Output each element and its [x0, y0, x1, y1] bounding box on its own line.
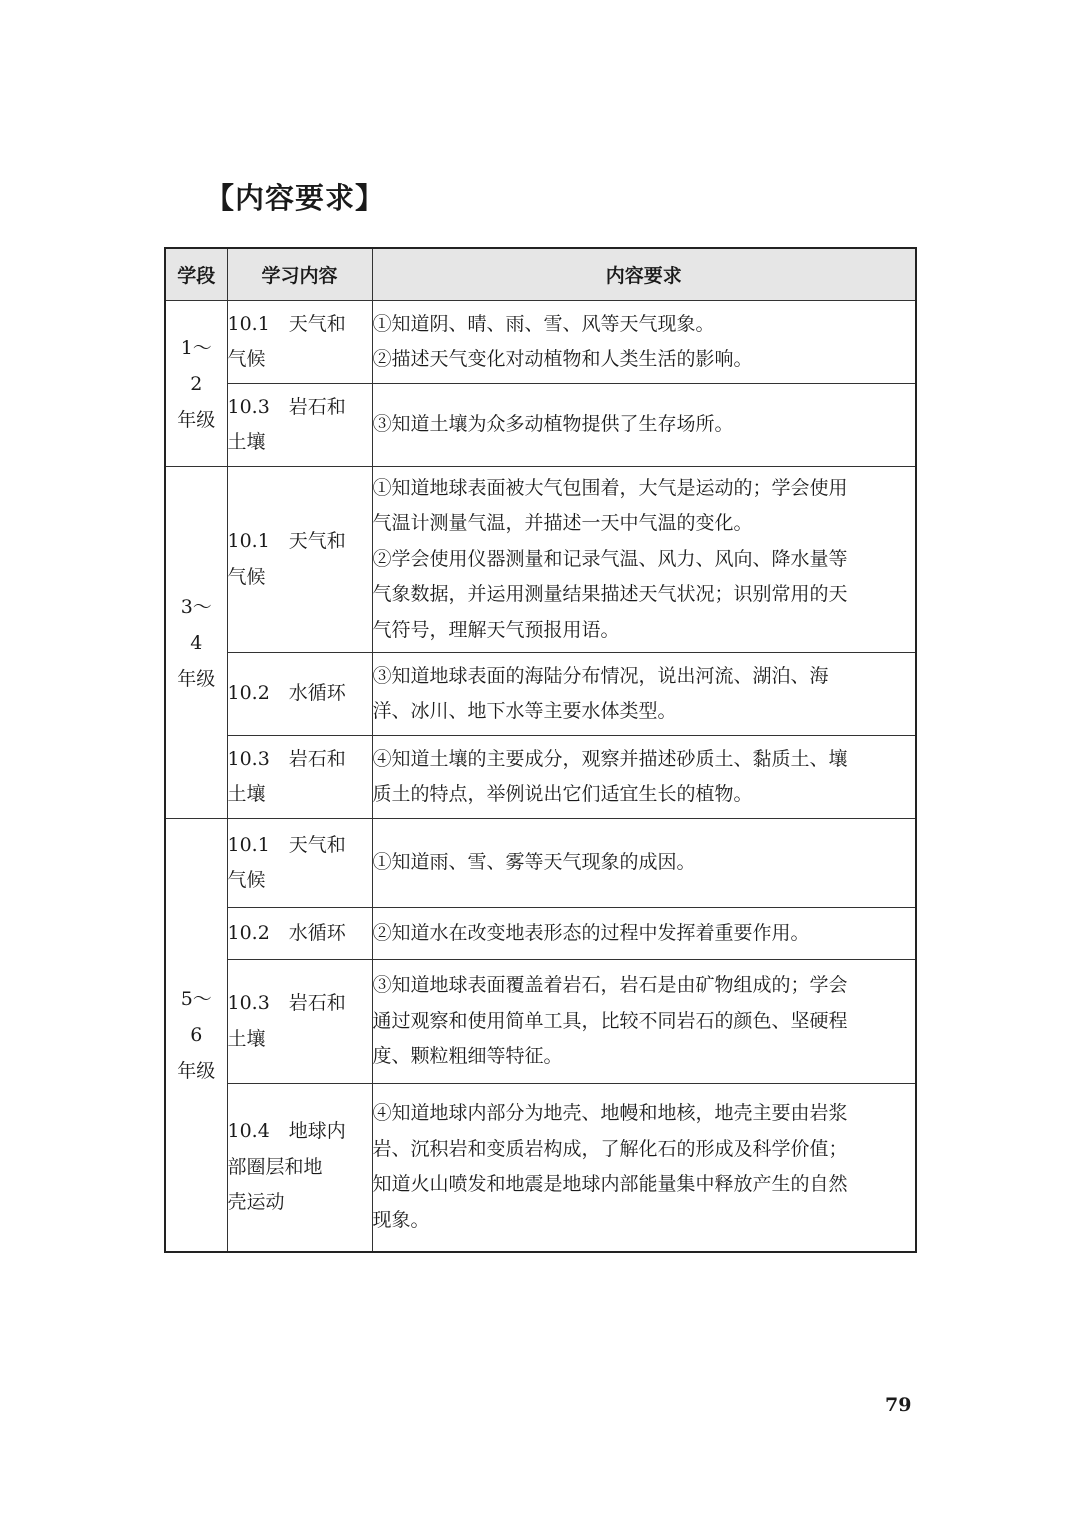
table-row	[165, 653, 916, 736]
topic-line: 气候	[227, 869, 266, 891]
requirement-line: 知道火山喷发和地震是地球内部能量集中释放产生的自然	[372, 1173, 848, 1196]
requirement-line: ④知道土壤的主要成分，观察并描述砂质土、黏质土、壤	[372, 747, 848, 770]
table-row	[165, 384, 916, 467]
content-requirements-table	[164, 247, 917, 1253]
requirement-line: 气温计测量气温，并描述一天中气温的变化。	[372, 512, 753, 535]
requirement-cell	[372, 1084, 916, 1252]
requirement-line: 通过观察和使用简单工具，比较不同岩石的颜色、坚硬程	[372, 1009, 848, 1032]
requirement-line: 岩、沉积岩和变质岩构成，了解化石的形成及科学价值；	[372, 1137, 848, 1160]
stage-cell	[165, 819, 227, 1252]
requirement-line: 现象。	[372, 1208, 430, 1231]
table-body	[165, 301, 916, 1252]
requirement-cell	[372, 908, 916, 960]
topic-line: 10.3 岩石和	[227, 992, 346, 1014]
topic-line: 10.3 岩石和	[227, 747, 346, 770]
table-row	[165, 819, 916, 908]
header-stage: 学段	[165, 248, 227, 301]
requirement-line: ②知道水在改变地表形态的过程中发挥着重要作用。	[372, 921, 810, 944]
topic-cell	[227, 819, 372, 908]
topic-line: 气候	[227, 348, 266, 370]
topic-line: 气候	[227, 565, 266, 588]
topic-cell	[227, 908, 372, 960]
stage-grade: 年级	[177, 408, 216, 431]
table-row	[165, 301, 916, 384]
requirement-line: ①知道雨、雪、雾等天气现象的成因。	[372, 851, 696, 874]
requirement-line: 度、颗粒粗细等特征。	[372, 1045, 563, 1068]
topic-cell	[227, 960, 372, 1084]
requirement-cell	[372, 467, 916, 653]
topic-line: 土壤	[227, 431, 266, 453]
topic-cell	[227, 467, 372, 653]
requirement-line: ③知道土壤为众多动植物提供了生存场所。	[372, 413, 734, 436]
header-content-requirements: 内容要求	[372, 248, 916, 301]
topic-line: 10.1 天气和	[227, 530, 346, 552]
table-row	[165, 467, 916, 653]
stage-grade: 年级	[177, 667, 216, 690]
topic-line: 10.3 岩石和	[227, 395, 346, 418]
topic-cell	[227, 653, 372, 736]
table-row	[165, 908, 916, 960]
topic-cell	[227, 301, 372, 384]
table-header	[165, 248, 916, 301]
stage-cell	[165, 467, 227, 819]
topic-line: 10.2 水循环	[227, 921, 346, 944]
requirement-line: 洋、冰川、地下水等主要水体类型。	[372, 700, 677, 722]
page-number: 79	[885, 1394, 912, 1416]
topic-line: 土壤	[227, 1027, 266, 1050]
topic-cell	[227, 736, 372, 819]
requirement-line: ①知道阴、晴、雨、雪、风等天气现象。	[372, 312, 715, 335]
requirement-line: 气符号，理解天气预报用语。	[372, 618, 620, 641]
header-learning-content: 学习内容	[227, 248, 372, 301]
stage-range: 5～6	[180, 987, 212, 1046]
requirement-line: ③知道地球表面覆盖着岩石，岩石是由矿物组成的；学会	[372, 974, 848, 997]
topic-cell	[227, 1084, 372, 1252]
requirement-cell	[372, 960, 916, 1084]
requirement-line: ④知道地球内部分为地壳、地幔和地核，地壳主要由岩浆	[372, 1102, 848, 1125]
stage-range: 3～4	[180, 595, 212, 654]
topic-line: 10.2 水循环	[227, 682, 346, 705]
topic-line: 部圈层和地	[227, 1155, 323, 1178]
requirement-line: ①知道地球表面被大气包围着，大气是运动的；学会使用	[372, 476, 848, 499]
requirement-cell	[372, 384, 916, 467]
topic-line: 土壤	[227, 783, 266, 805]
header-row	[165, 248, 916, 301]
table-row	[165, 960, 916, 1084]
stage-cell	[165, 301, 227, 467]
table-row	[165, 1084, 916, 1252]
requirement-line: ③知道地球表面的海陆分布情况，说出河流、湖泊、海	[372, 664, 829, 687]
topic-line: 10.1 天气和	[227, 312, 346, 335]
requirement-line: 质土的特点，举例说出它们适宜生长的植物。	[372, 783, 753, 805]
requirement-cell	[372, 301, 916, 384]
requirement-line: ②描述天气变化对动植物和人类生活的影响。	[372, 348, 753, 370]
stage-range: 1～2	[180, 336, 212, 395]
requirement-cell	[372, 653, 916, 736]
section-title: 【内容要求】	[205, 181, 386, 215]
topic-cell	[227, 384, 372, 467]
requirement-cell	[372, 819, 916, 908]
topic-line: 10.4 地球内	[227, 1120, 346, 1142]
table-row	[165, 736, 916, 819]
stage-grade: 年级	[177, 1059, 216, 1082]
requirement-cell	[372, 736, 916, 819]
topic-line: 10.1 天气和	[227, 833, 346, 856]
topic-line: 壳运动	[227, 1191, 285, 1213]
requirement-line: 气象数据，并运用测量结果描述天气状况；识别常用的天	[372, 583, 848, 606]
requirement-line: ②学会使用仪器测量和记录气温、风力、风向、降水量等	[372, 547, 848, 570]
